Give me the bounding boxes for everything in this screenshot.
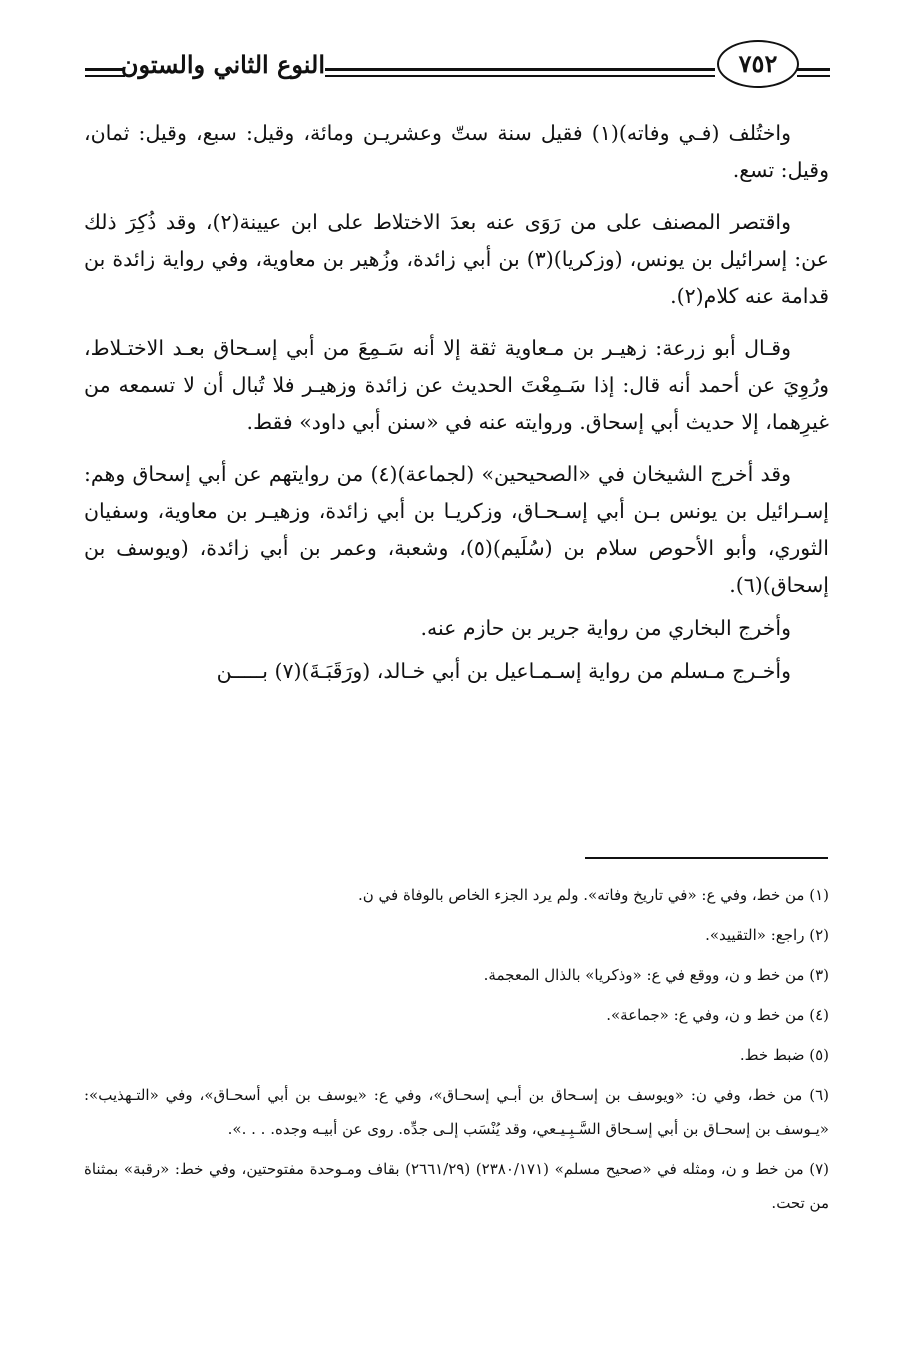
running-title: النوع الثاني والستون (120, 50, 325, 79)
body-paragraph: واقتصر المصنف على من رَوَى عنه بعدَ الاختلاط على ابن عيينة(٢)، وقد ذُكِرَ ذلك عن: إسرائيل بن يونس، (وزكريا)(٣) بن أبي زائدة، وزُهير بن معاوية، وفي رواية زائدة بن قدامة عنه كلام(٢). (84, 210, 830, 308)
header-rule-left (85, 68, 125, 71)
body-paragraph: وأخـرج مـسلم من رواية إسـمـاعيل بن أبي خـالد، (ورَقَبَـةَ)(٧) بـــــن (216, 659, 791, 683)
footnote-separator (585, 857, 828, 859)
footnote: (٥) ضبط خط. (739, 1046, 829, 1064)
body-paragraph: وأخرج البخاري من رواية جرير بن حازم عنه. (420, 616, 791, 640)
footnote: (٤) من خط و ن، وفي ع: «جماعة». (606, 1006, 829, 1024)
body-paragraph: وقـال أبو زرعة: زهيـر بن مـعاوية ثقة إلا أنه سَـمِعَ من أبي إسـحاق بعـد الاختـلاط، ورُوِيَ عن أحمد أنه قال: إذا سَـمِعْتَ الحديث عن زائدة وزهيـر فلا تُبال أن لا تسمعه من غيرِهما، إلا حديث أبي إسحاق. وروايته عنه في «سنن أبي داود» فقط. (84, 336, 829, 434)
footnote: (٢) راجع: «التقييد». (705, 926, 829, 944)
body-paragraph: واختُلف (فـي وفاته)(١) فقيل سنة ستّ وعشريـن ومائة، وقيل: سبع، وقيل: ثمان، وقيل: تسع. (84, 121, 829, 182)
header-rule-right (797, 68, 830, 71)
footnote: (١) من خط، وفي ع: «في تاريخ وفاته». ولم يرد الجزء الخاص بالوفاة في ن. (357, 886, 829, 904)
main-text (84, 115, 829, 705)
footnote: (٧) من خط و ن، ومثله في «صحيح مسلم» (٢٣٨٠/١٧١) (٢٦٦١/٢٩) بقاف ومـوحدة مفتوحتين، وفي خط: «رقبة» بمثناة من تحت. (84, 1160, 829, 1212)
page-number-badge: ٧٥٢ (717, 40, 799, 88)
footnote: (٣) من خط و ن، ووقع في ع: «وذكريا» بالذال المعجمة. (483, 966, 829, 984)
page-header (85, 40, 830, 100)
footnote: (٦) من خط، وفي ن: «ويوسف بن إسـحاق بن أبـي إسحـاق»، وفي ع: «يوسف بن أبي أسحـاق»، وفي «التـهذيب»: «يـوسف بن إسحـاق بن أبي إسـحاق السَّـبِـيـعي، وقد يُنْسَب إلـى جدِّه. روى عن أبيـه وجده. . . .». (84, 1086, 829, 1138)
header-rule-middle (325, 68, 715, 71)
footnotes (84, 878, 829, 1226)
body-paragraph: وقد أخرج الشيخان في «الصحيحين» (لجماعة)(٤) من روايتهم عن أبي إسحاق وهم: إسـرائيل بن يونس بـن أبي إسـحـاق، وزكريـا بن أبي زائدة، وزهيـر بن معاوية، وسفيان الثوري، وأبو الأحوص سلام بن (سُلَيم)(٥)، وشعبة، وعمر بن أبي زائدة، (ويوسف بن إسحاق)(٦). (84, 462, 829, 597)
